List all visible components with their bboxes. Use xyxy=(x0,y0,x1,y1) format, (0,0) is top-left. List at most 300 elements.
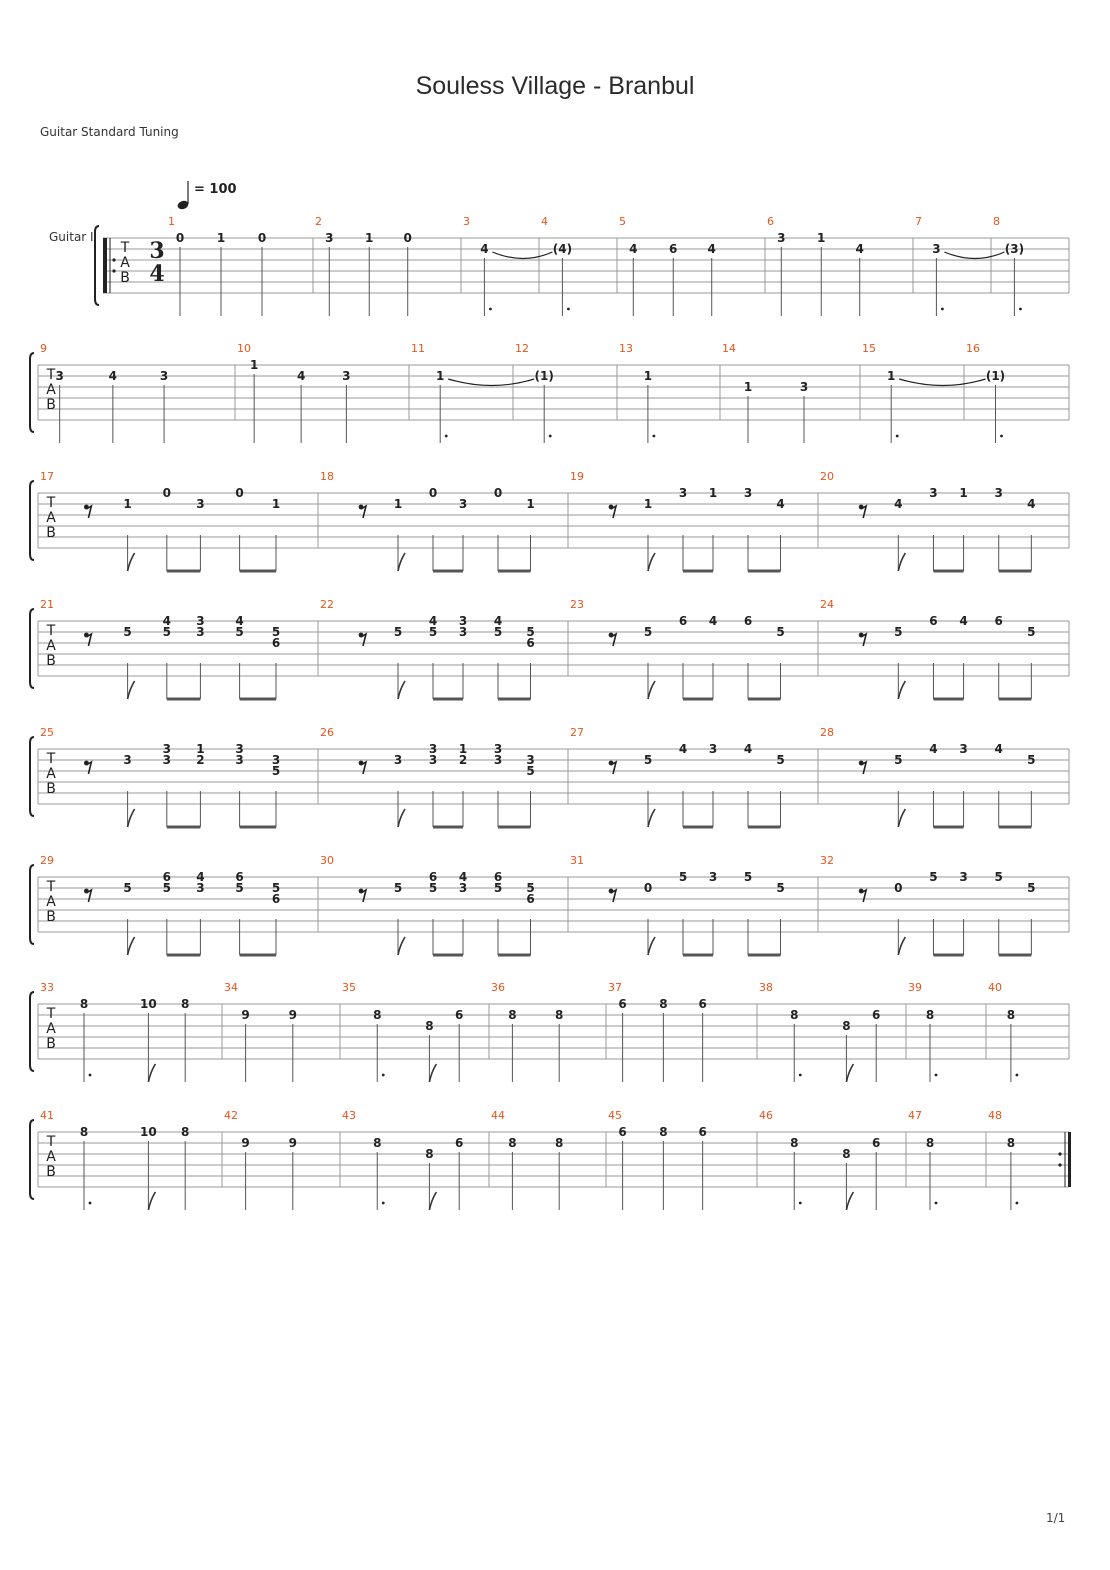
eighth-rest-icon xyxy=(609,761,616,774)
fret-number: 1 xyxy=(216,231,226,245)
measure-number: 15 xyxy=(862,342,876,355)
fret-number: 9 xyxy=(241,1136,250,1150)
fret-number: 4 xyxy=(855,242,864,256)
tab-clef-letter: A xyxy=(46,894,56,910)
tab-clef-letter: B xyxy=(46,909,56,925)
tab-system xyxy=(30,342,1069,443)
measure xyxy=(820,854,1036,955)
fret-number: 5 xyxy=(123,881,132,895)
rest-stroke xyxy=(611,506,616,518)
rhythm-dot xyxy=(935,1074,938,1077)
measure xyxy=(908,981,937,1082)
fret-number: 4 xyxy=(707,242,716,256)
eighth-flag xyxy=(898,553,905,571)
eighth-flag xyxy=(398,553,405,571)
fret-number: 6 xyxy=(743,614,753,628)
eighth-rest-icon xyxy=(859,889,866,902)
measure xyxy=(237,342,351,443)
fret-number: 5 xyxy=(428,881,438,895)
system-bracket xyxy=(95,226,99,305)
tuning-label: Guitar Standard Tuning xyxy=(40,125,179,139)
rhythm-dot xyxy=(382,1202,385,1205)
eighth-flag xyxy=(128,937,135,955)
measure xyxy=(224,981,297,1082)
measure xyxy=(224,1109,297,1210)
fret-number: 0 xyxy=(493,486,503,500)
measure-number: 13 xyxy=(619,342,633,355)
fret-number: 6 xyxy=(271,892,281,906)
time-signature xyxy=(149,238,164,287)
fret-number: 5 xyxy=(271,625,281,639)
rest-stroke xyxy=(86,506,91,518)
fret-number: 8 xyxy=(925,1136,935,1150)
time-signature-bottom: 4 xyxy=(149,261,165,287)
rhythm-dot xyxy=(549,435,552,438)
repeat-dot xyxy=(112,269,115,272)
tie-arc xyxy=(448,379,534,386)
fret-number: 4 xyxy=(894,497,903,511)
measure-number: 35 xyxy=(342,981,356,994)
tab-clef-letter: T xyxy=(46,751,56,767)
rest-stroke xyxy=(86,762,91,774)
measure-number: 11 xyxy=(411,342,425,355)
tie-arc xyxy=(944,252,1004,259)
fret-number: 8 xyxy=(508,1008,517,1022)
tab-clef-letter: T xyxy=(46,495,56,511)
fret-number: 5 xyxy=(1027,625,1036,639)
fret-number: 6 xyxy=(455,1136,464,1150)
tab-clef-letter: B xyxy=(120,270,130,286)
tab-clef-letter: A xyxy=(46,382,56,398)
tie-arc xyxy=(899,379,985,386)
fret-number: 5 xyxy=(776,625,785,639)
measure-number: 48 xyxy=(988,1109,1002,1122)
fret-number: 3 xyxy=(196,614,205,628)
fret-number: 6 xyxy=(235,870,244,884)
fret-number: 4 xyxy=(480,242,489,256)
fret-number: 5 xyxy=(678,870,688,884)
measure-number: 10 xyxy=(237,342,251,355)
measure xyxy=(908,1109,937,1210)
tab-clef-letter: A xyxy=(46,766,56,782)
tab-clef-letter: A xyxy=(46,1021,56,1037)
fret-number: 8 xyxy=(373,1136,382,1150)
tab-clef-letter: T xyxy=(46,1134,56,1150)
measure xyxy=(570,470,785,571)
fret-number: 9 xyxy=(241,1008,250,1022)
fret-number: 9 xyxy=(288,1008,297,1022)
fret-number: 8 xyxy=(181,997,190,1011)
fret-number: 0 xyxy=(643,881,653,895)
rest-stroke xyxy=(861,762,866,774)
fret-number: 3 xyxy=(428,742,438,756)
eighth-rest-icon xyxy=(609,505,616,518)
fret-number: (3) xyxy=(1004,242,1025,256)
fret-number: 2 xyxy=(458,753,468,767)
rest-stroke xyxy=(611,634,616,646)
measure-number: 39 xyxy=(908,981,922,994)
measure xyxy=(491,1109,563,1210)
rest-stroke xyxy=(361,890,366,902)
measure-number: 19 xyxy=(570,470,584,483)
fret-number: 3 xyxy=(493,742,503,756)
eighth-flag xyxy=(648,937,655,955)
tab-system xyxy=(30,854,1069,955)
fret-number: 9 xyxy=(288,1136,297,1150)
fret-number: 3 xyxy=(959,742,968,756)
fret-number: 1 xyxy=(959,486,968,500)
repeat-end-thick-bar xyxy=(1068,1132,1071,1187)
measure-number: 14 xyxy=(722,342,736,355)
measure xyxy=(862,342,986,443)
tab-clef-letter: B xyxy=(46,525,56,541)
rhythm-dot xyxy=(1019,308,1022,311)
fret-number: 1 xyxy=(436,369,445,383)
eighth-flag xyxy=(898,681,905,699)
measure xyxy=(168,215,266,316)
instrument-name: Guitar I xyxy=(49,230,94,244)
measure-number: 38 xyxy=(759,981,773,994)
fret-number: 8 xyxy=(790,1008,799,1022)
tab-clef-letter: T xyxy=(46,879,56,895)
measure-number: 6 xyxy=(767,215,774,228)
fret-number: 4 xyxy=(678,742,688,756)
fret-number: 3 xyxy=(458,625,468,639)
fret-number: 8 xyxy=(425,1147,434,1161)
fret-number: 3 xyxy=(493,753,503,767)
fret-number: 3 xyxy=(196,881,205,895)
tempo-value: = 100 xyxy=(194,182,237,197)
fret-number: 1 xyxy=(271,497,281,511)
eighth-flag xyxy=(648,809,655,827)
measure xyxy=(570,854,785,955)
time-signature-top: 3 xyxy=(149,238,165,264)
fret-number: 3 xyxy=(678,486,688,500)
eighth-rest-icon xyxy=(359,633,366,646)
rhythm-dot xyxy=(896,435,899,438)
rhythm-dot xyxy=(653,435,656,438)
measure-number: 25 xyxy=(40,726,54,739)
measure xyxy=(608,981,707,1082)
fret-number: 0 xyxy=(428,486,438,500)
measure-number: 31 xyxy=(570,854,584,867)
fret-number: 1 xyxy=(817,231,826,245)
eighth-rest-icon xyxy=(84,889,91,902)
eighth-flag xyxy=(128,809,135,827)
fret-number: 3 xyxy=(55,369,64,383)
measure xyxy=(722,342,808,443)
rhythm-dot xyxy=(1000,435,1003,438)
rhythm-dot xyxy=(89,1202,92,1205)
measure xyxy=(315,215,412,316)
fret-number: 5 xyxy=(493,881,503,895)
eighth-flag xyxy=(398,937,405,955)
measure-number: 32 xyxy=(820,854,834,867)
tab-system xyxy=(95,215,1069,316)
measure-number: 47 xyxy=(908,1109,922,1122)
fret-number: 1 xyxy=(249,358,259,372)
fret-number: 1 xyxy=(123,497,132,511)
measure-number: 36 xyxy=(491,981,505,994)
repeat-dot xyxy=(112,258,115,261)
fret-number: 4 xyxy=(108,369,118,383)
measure xyxy=(320,598,535,699)
tab-clef-letter: B xyxy=(46,653,56,669)
rhythm-dot xyxy=(1016,1202,1019,1205)
fret-number: 5 xyxy=(493,625,503,639)
fret-number: 4 xyxy=(162,614,171,628)
fret-number: 4 xyxy=(994,742,1003,756)
fret-number: 6 xyxy=(698,1125,707,1139)
measure xyxy=(541,215,572,316)
eighth-flag xyxy=(648,681,655,699)
fret-number: 5 xyxy=(743,870,753,884)
measure-number: 37 xyxy=(608,981,622,994)
measure-number: 45 xyxy=(608,1109,622,1122)
rhythm-dot xyxy=(567,308,570,311)
eighth-rest-icon xyxy=(859,761,866,774)
fret-number: 5 xyxy=(526,625,535,639)
measure-number: 43 xyxy=(342,1109,356,1122)
fret-number: 8 xyxy=(79,1125,89,1139)
measure-number: 24 xyxy=(820,598,834,611)
measure-number: 7 xyxy=(915,215,922,228)
rhythm-dot xyxy=(382,1074,385,1077)
measure-number: 20 xyxy=(820,470,834,483)
measure-number: 26 xyxy=(320,726,334,739)
eighth-flag xyxy=(898,937,905,955)
fret-number: 0 xyxy=(894,881,903,895)
fret-number: 3 xyxy=(325,231,334,245)
measure-number: 42 xyxy=(224,1109,238,1122)
measure-number: 17 xyxy=(40,470,54,483)
fret-number: 6 xyxy=(455,1008,464,1022)
measure xyxy=(988,981,1018,1082)
fret-number: 4 xyxy=(959,614,968,628)
measure xyxy=(966,342,1005,443)
fret-number: 3 xyxy=(123,753,132,767)
measure-number: 46 xyxy=(759,1109,773,1122)
fret-number: 3 xyxy=(162,753,171,767)
fret-number: 5 xyxy=(393,625,403,639)
system-bracket xyxy=(30,737,34,816)
fret-number: 5 xyxy=(162,881,171,895)
fret-number: 5 xyxy=(894,625,903,639)
fret-number: 8 xyxy=(925,1008,935,1022)
fret-number: 4 xyxy=(629,242,638,256)
measure xyxy=(40,726,280,827)
fret-number: 6 xyxy=(618,997,627,1011)
tab-clef-letter: B xyxy=(46,1036,56,1052)
fret-number: 5 xyxy=(526,764,535,778)
fret-number: 8 xyxy=(373,1008,382,1022)
tab-clef-letter: A xyxy=(46,510,56,526)
fret-number: 4 xyxy=(776,497,785,511)
fret-number: 8 xyxy=(425,1019,434,1033)
eighth-flag xyxy=(128,553,135,571)
fret-number: 5 xyxy=(162,625,171,639)
fret-number: 10 xyxy=(140,1125,157,1139)
tab-clef-letter: A xyxy=(46,1149,56,1165)
measure-number: 8 xyxy=(993,215,1000,228)
rest-stroke xyxy=(361,506,366,518)
fret-number: 3 xyxy=(458,881,468,895)
rhythm-dot xyxy=(799,1074,802,1077)
measure xyxy=(320,726,535,827)
eighth-flag xyxy=(398,681,405,699)
fret-number: 6 xyxy=(428,870,438,884)
tab-system xyxy=(30,981,1069,1082)
rhythm-dot xyxy=(489,308,492,311)
fret-number: 8 xyxy=(659,1125,668,1139)
system-bracket xyxy=(30,992,34,1071)
fret-number: 4 xyxy=(296,369,306,383)
fret-number: 5 xyxy=(235,881,244,895)
rhythm-dot xyxy=(941,308,944,311)
measure-number: 5 xyxy=(619,215,626,228)
tab-clef-letter: T xyxy=(46,1006,56,1022)
fret-number: 3 xyxy=(959,870,968,884)
fret-number: 4 xyxy=(196,870,205,884)
system-bracket xyxy=(30,865,34,944)
measure-number: 18 xyxy=(320,470,334,483)
tab-clef-letter: B xyxy=(46,781,56,797)
rhythm-dot xyxy=(1016,1074,1019,1077)
score-title: Souless Village - Branbul xyxy=(415,72,695,100)
measure xyxy=(515,342,554,443)
measure xyxy=(570,598,785,699)
measure xyxy=(40,470,280,571)
measure-number: 27 xyxy=(570,726,584,739)
measure xyxy=(40,854,280,955)
measure-number: 22 xyxy=(320,598,334,611)
fret-number: 3 xyxy=(342,369,351,383)
fret-number: 3 xyxy=(196,625,205,639)
fret-number: (1) xyxy=(534,369,554,383)
measure-number: 28 xyxy=(820,726,834,739)
measure xyxy=(40,598,280,699)
measure-number: 44 xyxy=(491,1109,505,1122)
fret-number: 3 xyxy=(708,870,718,884)
fret-number: 5 xyxy=(776,881,785,895)
measure xyxy=(608,1109,707,1210)
measure-number: 40 xyxy=(988,981,1002,994)
fret-number: 8 xyxy=(1006,1008,1016,1022)
tab-system xyxy=(30,1109,1071,1210)
fret-number: 1 xyxy=(887,369,896,383)
fret-number: 1 xyxy=(643,369,653,383)
eighth-rest-icon xyxy=(359,761,366,774)
fret-number: 5 xyxy=(643,625,653,639)
fret-number: 8 xyxy=(659,997,668,1011)
fret-number: 6 xyxy=(162,870,171,884)
fret-number: 5 xyxy=(428,625,438,639)
measure xyxy=(767,215,864,316)
fret-number: 3 xyxy=(458,614,468,628)
measure xyxy=(40,981,189,1082)
fret-number: 1 xyxy=(458,742,468,756)
fret-number: 4 xyxy=(743,742,753,756)
eighth-flag xyxy=(846,1192,853,1210)
rest-stroke xyxy=(86,634,91,646)
eighth-rest-icon xyxy=(84,633,91,646)
system-bracket xyxy=(30,609,34,688)
fret-number: 6 xyxy=(526,636,535,650)
fret-number: 3 xyxy=(994,486,1003,500)
eighth-rest-icon xyxy=(609,889,616,902)
eighth-flag xyxy=(648,553,655,571)
tab-system xyxy=(30,598,1069,699)
fret-number: 3 xyxy=(393,753,403,767)
fret-number: 6 xyxy=(994,614,1003,628)
system-bracket xyxy=(30,481,34,560)
measure xyxy=(320,854,535,955)
fret-number: 3 xyxy=(235,753,244,767)
tab-clef-letter: T xyxy=(46,367,56,383)
fret-number: 6 xyxy=(618,1125,627,1139)
rest-stroke xyxy=(861,890,866,902)
fret-number: 0 xyxy=(403,231,412,245)
eighth-rest-icon xyxy=(84,505,91,518)
fret-number: 5 xyxy=(1027,753,1036,767)
measure xyxy=(40,1109,189,1210)
fret-number: 1 xyxy=(393,497,403,511)
fret-number: (4) xyxy=(552,242,573,256)
rhythm-dot xyxy=(935,1202,938,1205)
fret-number: 6 xyxy=(493,870,503,884)
fret-number: 5 xyxy=(776,753,785,767)
rest-stroke xyxy=(361,762,366,774)
fret-number: 3 xyxy=(162,742,171,756)
fret-number: 3 xyxy=(932,242,941,256)
eighth-flag xyxy=(429,1192,436,1210)
system-bracket xyxy=(30,353,34,432)
fret-number: 3 xyxy=(526,753,535,767)
measure xyxy=(820,470,1036,571)
measure-number: 21 xyxy=(40,598,54,611)
fret-number: 6 xyxy=(678,614,688,628)
eighth-flag xyxy=(398,809,405,827)
rest-stroke xyxy=(611,890,616,902)
rest-stroke xyxy=(611,762,616,774)
measure-number: 41 xyxy=(40,1109,54,1122)
fret-number: 8 xyxy=(555,1136,564,1150)
fret-number: 5 xyxy=(994,870,1003,884)
fret-number: 1 xyxy=(643,497,653,511)
fret-number: 3 xyxy=(271,753,281,767)
fret-number: 1 xyxy=(743,380,753,394)
measure-number: 34 xyxy=(224,981,238,994)
fret-number: 3 xyxy=(458,497,468,511)
repeat-dot xyxy=(1058,1152,1061,1155)
fret-number: 0 xyxy=(257,231,267,245)
fret-number: 6 xyxy=(872,1136,881,1150)
eighth-flag xyxy=(128,681,135,699)
measure-number: 9 xyxy=(40,342,47,355)
fret-number: 4 xyxy=(1027,497,1036,511)
fret-number: 5 xyxy=(235,625,244,639)
fret-number: 4 xyxy=(929,742,938,756)
fret-number: 3 xyxy=(743,486,753,500)
rest-stroke xyxy=(361,634,366,646)
eighth-flag xyxy=(148,1192,155,1210)
eighth-rest-icon xyxy=(359,889,366,902)
fret-number: 5 xyxy=(894,753,903,767)
fret-number: 3 xyxy=(799,380,809,394)
measure xyxy=(759,981,880,1082)
rhythm-dot xyxy=(799,1202,802,1205)
fret-number: 3 xyxy=(708,742,718,756)
